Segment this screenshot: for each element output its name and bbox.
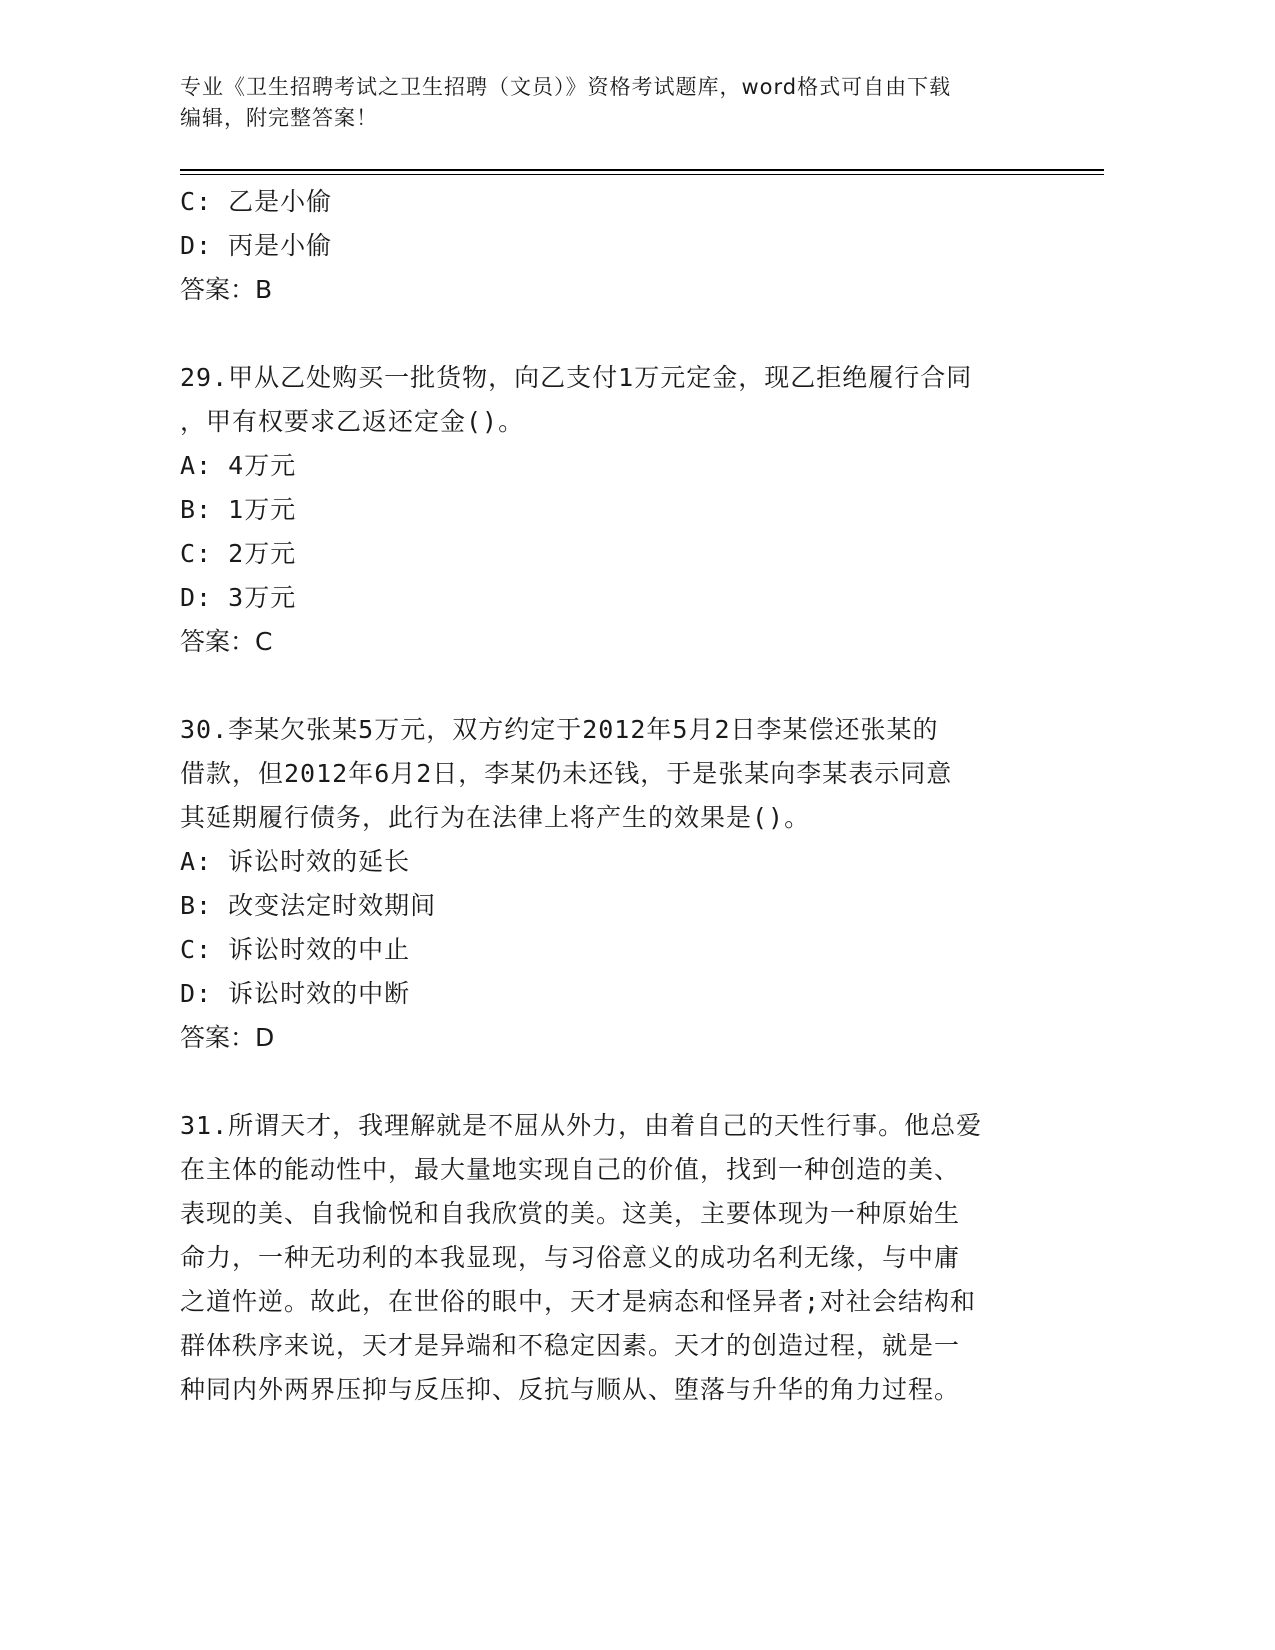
- answer-value: C: [255, 627, 273, 656]
- question-28-tail: [180, 180, 1040, 312]
- answer-line: [180, 620, 1040, 664]
- answer-value: B: [255, 275, 273, 304]
- option-c: C: 诉讼时效的中止: [180, 935, 411, 964]
- spacer: [180, 664, 1040, 708]
- option-d: D: 丙是小偷: [180, 231, 333, 260]
- question-stem-line: 29.甲从乙处购买一批货物，向乙支付1万元定金，现乙拒绝履行合同: [180, 363, 973, 392]
- answer-value: D: [255, 1023, 275, 1052]
- answer-line: [180, 1016, 1040, 1060]
- paragraph-line: 种同内外两界压抑与反压抑、反抗与顺从、堕落与升华的角力过程。: [180, 1375, 961, 1404]
- answer-label: 答案：: [180, 1023, 256, 1052]
- option-a: A: 诉讼时效的延长: [180, 847, 411, 876]
- document-body: [180, 180, 1040, 1412]
- option-c: C: 乙是小偷: [180, 187, 333, 216]
- header-divider-thick: [180, 169, 1104, 171]
- option-d: D: 诉讼时效的中断: [180, 979, 411, 1008]
- question-29: [180, 356, 1040, 664]
- paragraph-line: 命力，一种无功利的本我显现，与习俗意义的成功名利无缘，与中庸: [180, 1243, 961, 1272]
- question-stem-line: ，甲有权要求乙返还定金()。: [180, 407, 525, 436]
- question-stem-line: 30.李某欠张某5万元，双方约定于2012年5月2日李某偿还张某的: [180, 715, 939, 744]
- option-d: D: 3万元: [180, 583, 297, 612]
- answer-label: 答案：: [180, 627, 256, 656]
- option-b: B: 1万元: [180, 495, 297, 524]
- paragraph-line: 表现的美、自我愉悦和自我欣赏的美。这美，主要体现为一种原始生: [180, 1199, 961, 1228]
- header-line-2: 编辑，附完整答案！: [180, 106, 378, 130]
- header-line-1: 专业《卫生招聘考试之卫生招聘（文员）》资格考试题库，word格式可自由下载: [180, 75, 952, 99]
- question-30: [180, 708, 1040, 1060]
- spacer: [180, 312, 1040, 356]
- option-c: C: 2万元: [180, 539, 297, 568]
- answer-line: [180, 268, 1040, 312]
- paragraph-line: 之道忤逆。故此，在世俗的眼中，天才是病态和怪异者;对社会结构和: [180, 1287, 977, 1316]
- option-b: B: 改变法定时效期间: [180, 891, 437, 920]
- header-divider-thin: [180, 174, 1104, 175]
- paragraph-line: 群体秩序来说，天才是异端和不稳定因素。天才的创造过程，就是一: [180, 1331, 961, 1360]
- answer-label: 答案：: [180, 275, 256, 304]
- spacer: [180, 1060, 1040, 1104]
- question-31: [180, 1104, 1040, 1412]
- question-stem-line: 借款，但2012年6月2日，李某仍未还钱，于是张某向李某表示同意: [180, 759, 953, 788]
- question-stem-line: 其延期履行债务，此行为在法律上将产生的效果是()。: [180, 803, 811, 832]
- option-a: A: 4万元: [180, 451, 297, 480]
- paragraph-line: 31.所谓天才，我理解就是不屈从外力，由着自己的天性行事。他总爱: [180, 1111, 983, 1140]
- page-header: [180, 72, 1050, 134]
- paragraph-line: 在主体的能动性中，最大量地实现自己的价值，找到一种创造的美、: [180, 1155, 961, 1184]
